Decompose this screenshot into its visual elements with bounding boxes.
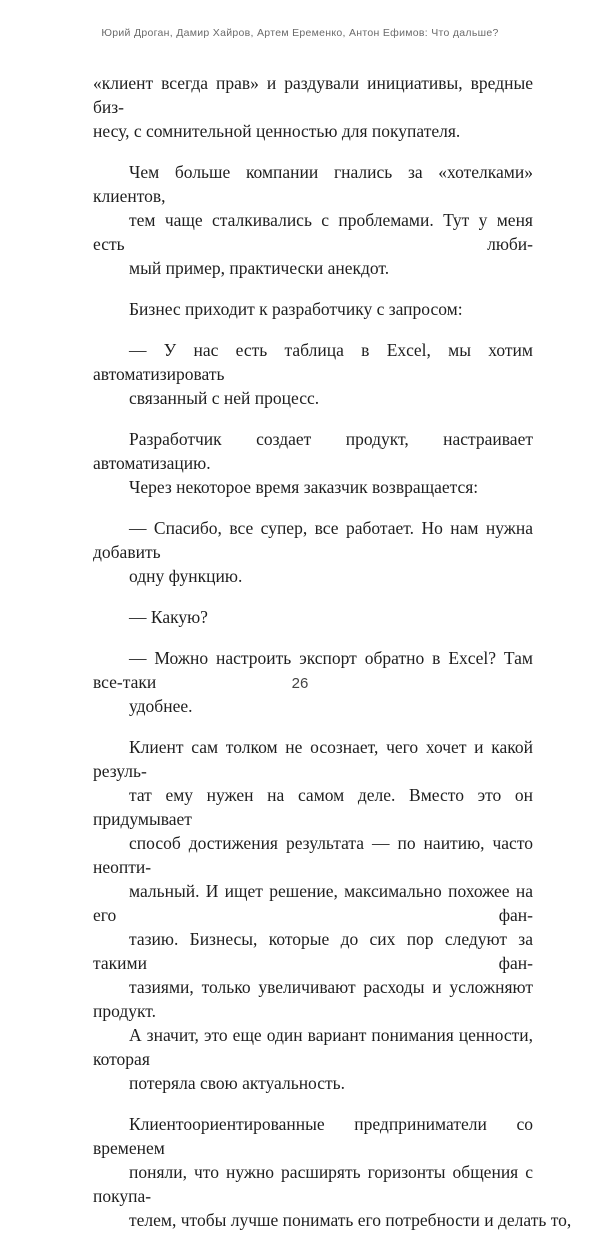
text-line: — У нас есть таблица в Excel, мы хотим автоматизировать [93, 340, 533, 384]
text-line: «клиент всегда прав» и раздували инициативы, вредные биз- [93, 73, 533, 117]
text-line: мальный. И ищет решение, максимально похожее на его фан- [93, 881, 533, 925]
text-line: потеряла свою актуальность. [129, 1073, 346, 1093]
text-line: удобнее. [129, 696, 193, 716]
text-line: мый пример, практически анекдот. [129, 258, 390, 278]
paragraph [93, 160, 533, 280]
paragraph [93, 71, 533, 143]
text-line: поняли, что нужно расширять горизонты общения с покупа- [93, 1162, 533, 1206]
text-line: Бизнес приходит к разработчику с запросом: [129, 299, 463, 319]
text-line: — Какую? [129, 607, 208, 627]
text-line: Клиент сам толком не осознает, чего хочет и какой резуль- [93, 737, 533, 781]
text-line: способ достижения результата — по наитию, часто неопти- [93, 833, 533, 877]
text-line: тат ему нужен на самом деле. Вместо это он придумывает [93, 785, 533, 829]
text-line: телем, чтобы лучше понимать его потребности и делать то, [129, 1210, 572, 1230]
text-line: связанный с ней процесс. [129, 388, 320, 408]
text-line: Клиентоориентированные предприниматели со временем [93, 1114, 533, 1158]
text-line: — Спасибо, все супер, все работает. Но нам нужна добавить [93, 518, 533, 562]
text-line: Чем больше компании гнались за «хотелками» клиентов, [93, 162, 533, 206]
paragraph [93, 338, 533, 410]
text-line: А значит, это еще один вариант понимания ценности, которая [93, 1025, 533, 1069]
text-line: тем чаще сталкивались с проблемами. Тут у меня есть люби- [93, 210, 533, 254]
text-line: тазию. Бизнесы, которые до сих пор следуют за такими фан- [93, 929, 533, 973]
paragraph [93, 1112, 572, 1232]
page-number: 26 [291, 675, 309, 692]
text-line: одну функцию. [129, 566, 243, 586]
text-line: несу, с сомнительной ценностью для покупателя. [93, 121, 461, 141]
text-line: Через некоторое время заказчик возвращается: [129, 477, 479, 497]
body-text [93, 71, 572, 1249]
text-line: тазиями, только увеличивают расходы и усложняют продукт. [93, 977, 533, 1021]
paragraph [93, 735, 533, 1095]
paragraph [93, 516, 533, 588]
paragraph [93, 605, 533, 629]
running-header: Юрий Дроган, Дамир Хайров, Артем Еременко, Антон Ефимов: Что дальше? [101, 27, 499, 39]
paragraph [93, 427, 533, 499]
paragraph [93, 297, 533, 321]
text-line: Разработчик создает продукт, настраивает автоматизацию. [93, 429, 533, 473]
text-line: — Можно настроить экспорт обратно в Excel? Там все-таки [93, 648, 533, 692]
